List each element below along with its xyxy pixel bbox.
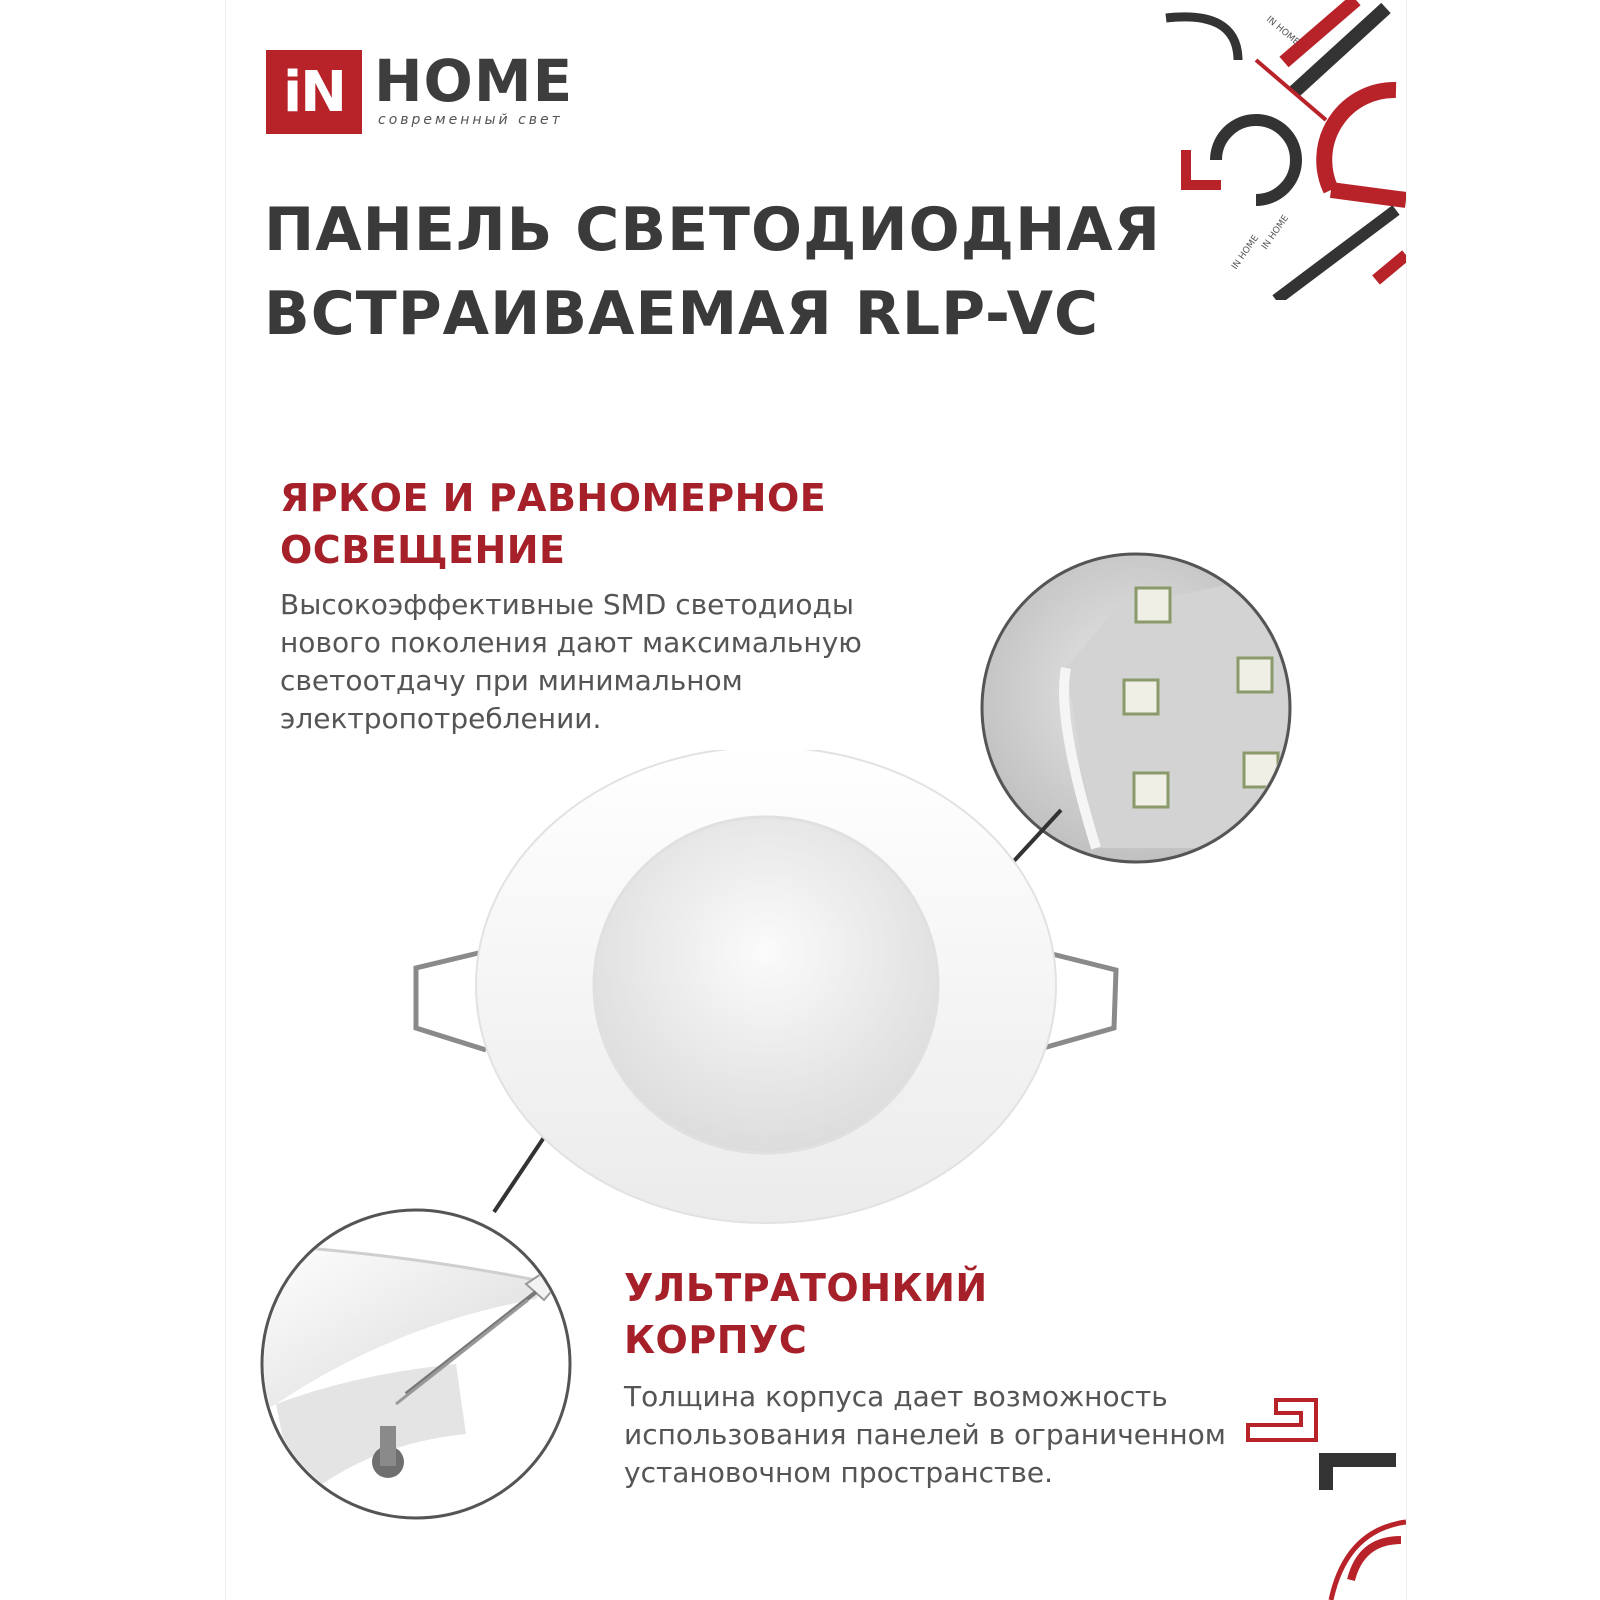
title-line-1: ПАНЕЛЬ СВЕТОДИОДНАЯ	[264, 195, 1161, 265]
led-panel-image	[396, 750, 1136, 1230]
feature2-text-line: установочном пространстве.	[624, 1456, 1053, 1489]
feature2-text-line: Толщина корпуса дает возможность	[624, 1380, 1168, 1413]
logo-mark: iN	[266, 50, 362, 134]
feature2-heading	[624, 1262, 988, 1366]
decor-label: IN HOME	[1230, 233, 1262, 272]
feature2-heading-line: УЛЬТРАТОНКИЙ	[624, 1266, 988, 1310]
logo-name: HOME	[374, 47, 574, 115]
feature1-text-line: Высокоэффективные SMD светодиоды	[280, 588, 854, 621]
logo-tagline: современный свет	[378, 112, 563, 128]
feature1-text-line: электропотреблении.	[280, 702, 602, 735]
feature2-text-line: использования панелей в ограниченном	[624, 1418, 1226, 1451]
feature2-heading-line: КОРПУС	[624, 1318, 808, 1362]
feature1-text-line: светоотдачу при минимальном	[280, 664, 743, 697]
decor-label: IN HOME	[1260, 213, 1292, 252]
feature2-text	[624, 1378, 1226, 1492]
product-card	[226, 0, 1406, 1600]
feature1-heading-line: ЯРКОЕ И РАВНОМЕРНОЕ	[280, 476, 827, 520]
feature1-text-line: нового поколения дают максимальную	[280, 626, 862, 659]
feature1-heading-line: ОСВЕЩЕНИЕ	[280, 528, 566, 572]
decor-label: IN HOME	[1264, 14, 1301, 48]
decorative-shapes-bottom-icon	[1236, 1380, 1406, 1600]
panel-edge-zoom-image	[256, 1204, 576, 1524]
title-line-2: ВСТРАИВАЕМАЯ RLP-VC	[264, 279, 1100, 349]
